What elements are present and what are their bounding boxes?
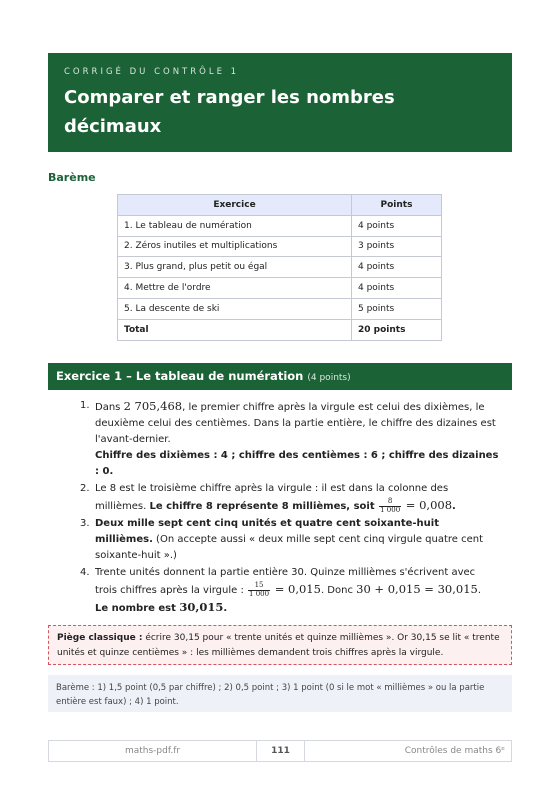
item-text: , le premier chiffre après la virgule est celui des dixièmes, le deuxième celui des centièmes. Dans la partie entière, le chiffre des dizaines est l'avant-dernier. (95, 402, 496, 445)
table-cell-points: 4 points (352, 215, 442, 236)
answer-list (80, 398, 500, 618)
table-cell-exercise: 1. Le tableau de numération (118, 215, 352, 236)
table-cell-total-label: Total (118, 319, 352, 340)
table-row (118, 257, 442, 278)
table-cell-total-points: 20 points (352, 319, 442, 340)
footer-site: maths-pdf.fr (124, 746, 181, 756)
scoring-note: Barème : 1) 1,5 point (0,5 par chiffre) ; 2) 0,5 point ; 3) 1 point (0 si le mot « millièmes » ou la partie entière est faux) ; 4) 1 point. (48, 675, 512, 712)
fraction-numerator: 15 (248, 582, 270, 591)
fraction (248, 582, 270, 598)
table-cell-exercise: 3. Plus grand, plus petit ou égal (118, 257, 352, 278)
table-cell-points: 3 points (352, 236, 442, 257)
item-answer: Le nombre est (95, 603, 180, 614)
math-expression: 30 + 0,015 = 30,015 (356, 582, 478, 596)
table-header-row (118, 195, 442, 216)
item-text: Dans (95, 402, 124, 413)
bareme-heading: Barème (48, 171, 96, 184)
footer-page-number: 111 (256, 741, 305, 761)
column-header-points: Points (352, 195, 442, 216)
warning-box (48, 625, 512, 665)
column-header-exercise: Exercice (118, 195, 352, 216)
table-row (118, 298, 442, 319)
item-number: 2. (80, 483, 90, 494)
table-row (118, 236, 442, 257)
page-title (64, 83, 496, 141)
math-expression: = 0,008 (402, 498, 453, 512)
page-title-line2: décimaux (64, 116, 162, 137)
item-text: Le 8 est le troisième chiffre après la virgule : il est dans la colonne des millièmes. (95, 483, 449, 512)
exercise-1-points: (4 points) (307, 373, 351, 383)
math-number: 30,015 (179, 600, 224, 614)
item-text: Trente unités donnent la partie entière 30. Quinze millièmes s'écrivent avec trois chiffres après la virgule : (95, 567, 476, 596)
exercise-1-heading (48, 363, 512, 390)
warning-label: Piège classique : (57, 633, 143, 643)
page-title-line1: Comparer et ranger les nombres (64, 87, 395, 108)
item-number: 4. (80, 567, 90, 578)
footer-collection: Contrôles de maths 6ᵉ (404, 746, 505, 756)
item-answer: Deux mille sept cent cinq unités et quatre cent soixante-huit millièmes. (95, 518, 439, 545)
fraction-denominator: 1 000 (249, 589, 270, 598)
item-answer: Le chiffre 8 représente 8 millièmes, soit (149, 501, 379, 512)
table-cell-points: 5 points (352, 298, 442, 319)
exercise-1-title: Exercice 1 – Le tableau de numération (56, 369, 304, 383)
table-cell-points: 4 points (352, 257, 442, 278)
math-expression: = 0,015 (271, 582, 321, 596)
item-end: . (223, 603, 228, 614)
fraction (379, 498, 401, 514)
item-text: (On accepte aussi « deux mille sept cent cinq virgule quatre cent soixante-huit ».) (95, 534, 484, 561)
math-number: 2 705,468 (123, 399, 183, 413)
list-item (80, 481, 500, 515)
item-text: . (477, 585, 482, 596)
list-item (80, 398, 500, 480)
table-cell-exercise: 5. La descente de ski (118, 298, 352, 319)
table-row (118, 278, 442, 299)
item-number: 3. (80, 518, 90, 529)
item-answer-line (95, 599, 500, 617)
item-answer: Chiffre des dixièmes : 4 ; chiffre des centièmes : 6 ; chiffre des dizaines : 0. (95, 450, 499, 477)
header-kicker: CORRIGÉ DU CONTRÔLE 1 (64, 67, 240, 77)
table-cell-exercise: 4. Mettre de l'ordre (118, 278, 352, 299)
bareme-table (117, 194, 442, 341)
item-end: . (452, 501, 456, 512)
table-row (118, 215, 442, 236)
page-footer (48, 740, 512, 762)
warning-text: écrire 30,15 pour « trente unités et quinze millièmes ». Or 30,15 se lit « trente unités et quinze centièmes » : les millièmes demandent trois chiffres après la virgule. (57, 633, 500, 658)
item-number: 1. (80, 400, 90, 411)
header-band (48, 53, 512, 152)
list-item (80, 516, 500, 564)
table-cell-exercise: 2. Zéros inutiles et multiplications (118, 236, 352, 257)
table-total-row (118, 319, 442, 340)
list-item (80, 565, 500, 617)
table-cell-points: 4 points (352, 278, 442, 299)
fraction-numerator: 8 (379, 498, 401, 507)
fraction-denominator: 1 000 (380, 505, 401, 514)
item-text: . Donc (320, 585, 357, 596)
